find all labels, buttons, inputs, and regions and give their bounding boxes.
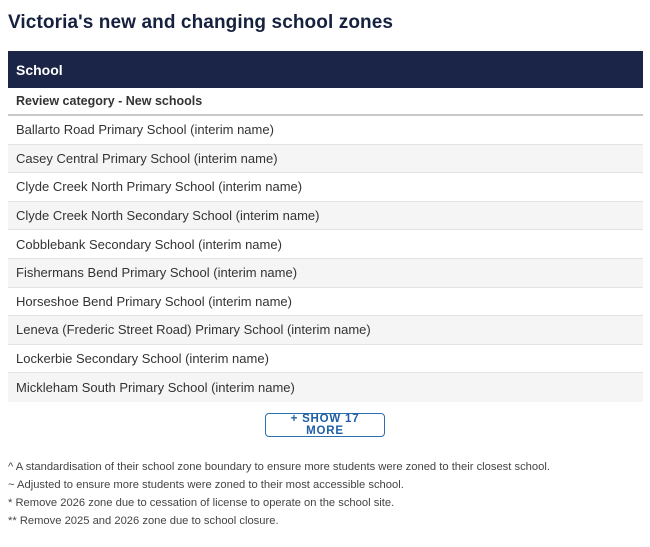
school-table [8,51,643,402]
school-name: Clyde Creek North Secondary School (interim name) [16,208,320,224]
category-label: Review category - New schools [16,94,203,108]
table-row [8,316,643,345]
footnote: ** Remove 2025 and 2026 zone due to school closure. [8,515,279,527]
footnote: * Remove 2026 zone due to cessation of license to operate on the school site. [8,497,395,509]
school-name: Ballarto Road Primary School (interim name) [16,122,274,138]
column-header-school: School [16,61,63,78]
school-name: Fishermans Bend Primary School (interim name) [16,265,298,281]
table-body [8,116,643,402]
table-row [8,230,643,259]
show-more-button[interactable]: + SHOW 17 MORE [265,413,385,437]
table-row [8,116,643,145]
school-name: Lockerbie Secondary School (interim name) [16,351,269,367]
table-header [8,51,643,88]
category-row [8,88,643,116]
school-name: Clyde Creek North Primary School (interim name) [16,179,303,195]
school-name: Casey Central Primary School (interim name) [16,150,278,166]
footnote: ^ A standardisation of their school zone boundary to ensure more students were zoned to their closest school. [8,461,550,473]
table-row [8,373,643,402]
school-name: Leneva (Frederic Street Road) Primary School (interim name) [16,322,371,338]
table-row [8,288,643,317]
school-name: Horseshoe Bend Primary School (interim name) [16,293,292,309]
table-row [8,259,643,288]
table-row [8,202,643,231]
table-row [8,345,643,374]
school-name: Mickleham South Primary School (interim name) [16,380,295,396]
footnotes [8,458,638,530]
table-row [8,145,643,174]
footnote: ~ Adjusted to ensure more students were zoned to their most accessible school. [8,479,404,491]
page-title: Victoria's new and changing school zones [8,12,394,33]
table-row [8,173,643,202]
school-name: Cobblebank Secondary School (interim name) [16,236,282,252]
